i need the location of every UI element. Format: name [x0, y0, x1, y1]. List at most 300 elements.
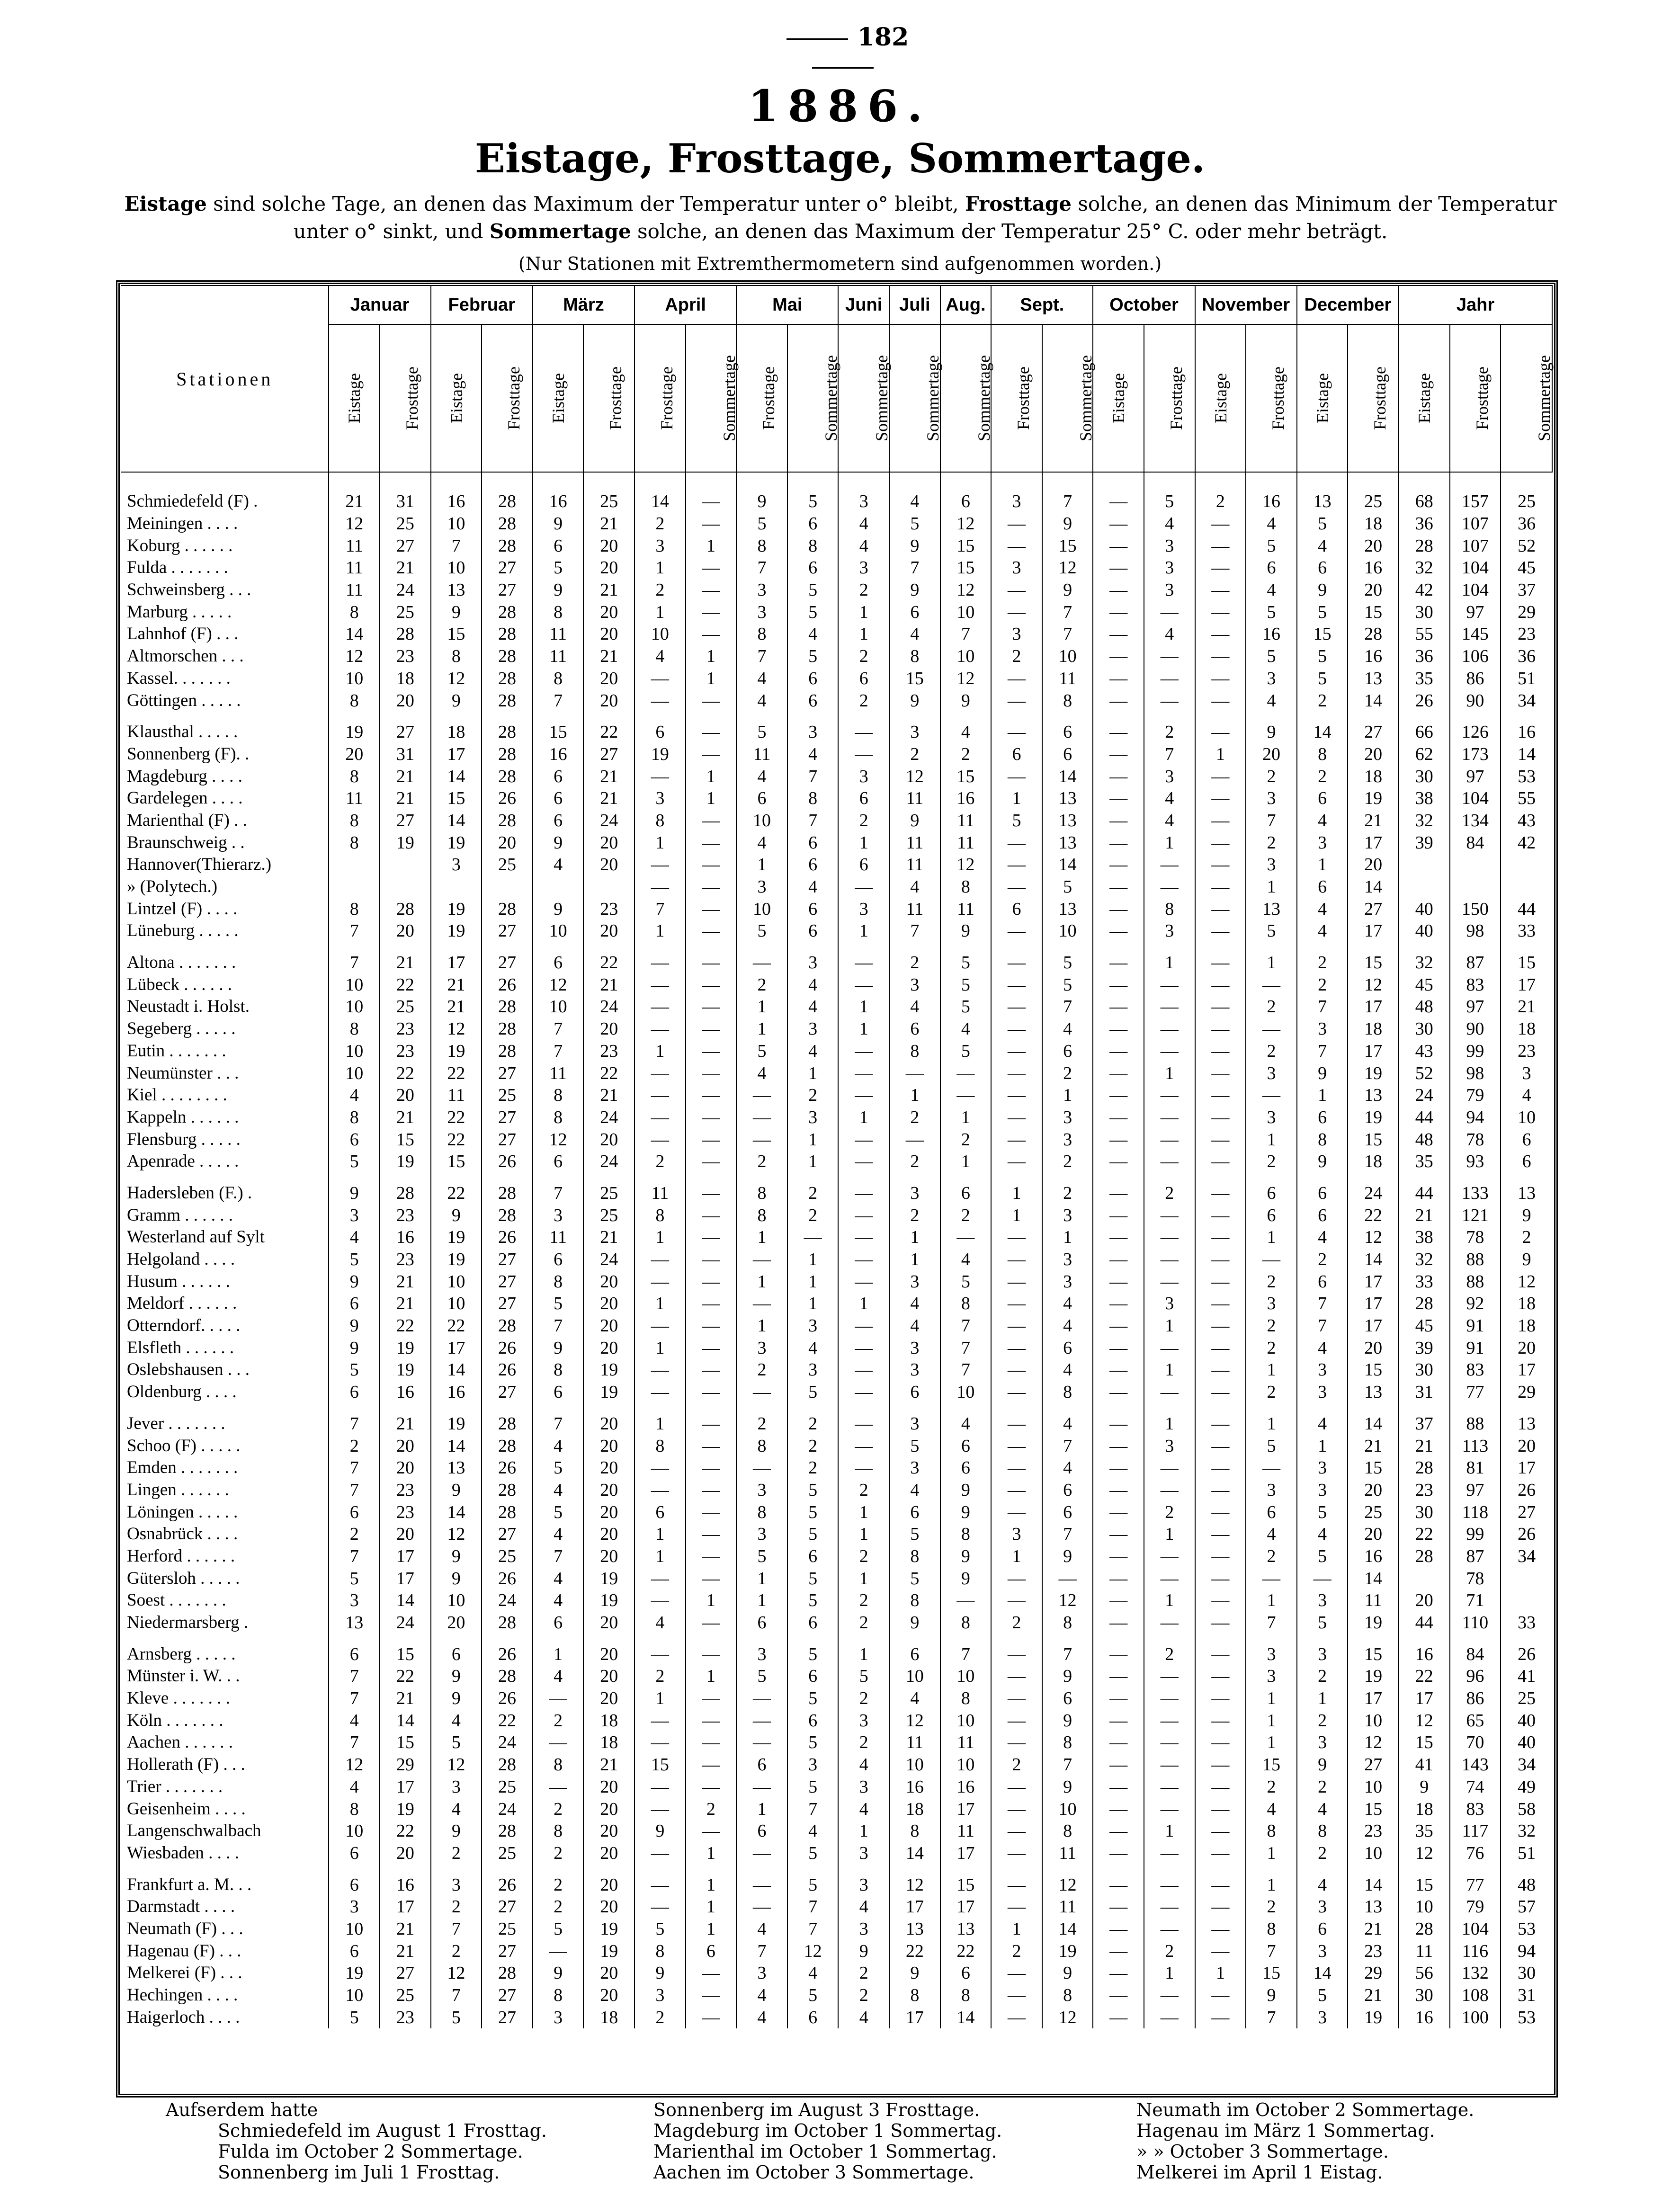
data-cell: 2: [736, 1151, 787, 1173]
data-cell: 2: [1246, 1040, 1297, 1062]
data-cell: 16: [1348, 1545, 1399, 1568]
station-name: Neumath (F) . . .: [127, 1919, 243, 1938]
data-cell: 8: [889, 645, 940, 668]
data-cell: 4: [634, 1612, 686, 1634]
data-cell: —: [686, 831, 737, 854]
data-cell: 6: [533, 765, 584, 787]
data-cell: —: [1144, 1107, 1195, 1129]
data-cell: —: [1195, 1107, 1246, 1129]
data-cell: 83: [1450, 1798, 1501, 1820]
table-row: [121, 689, 1552, 712]
data-cell: 18: [583, 2006, 634, 2028]
data-cell: 5: [1042, 942, 1093, 974]
data-cell: 1: [634, 1687, 686, 1710]
data-cell: 1: [889, 1249, 940, 1271]
data-cell: 20: [1348, 1337, 1399, 1359]
data-cell: 1: [787, 1249, 839, 1271]
data-cell: —: [1144, 1687, 1195, 1710]
data-cell: —: [991, 1315, 1042, 1337]
data-cell: —: [686, 1984, 737, 2007]
data-cell: 9: [329, 1173, 380, 1205]
data-cell: 3: [736, 1634, 787, 1665]
data-cell: 22: [1348, 1204, 1399, 1226]
data-cell: 3: [329, 1204, 380, 1226]
data-cell: 28: [1399, 1293, 1450, 1315]
data-cell: 24: [583, 810, 634, 832]
data-cell: 23: [583, 898, 634, 920]
month-header: December: [1297, 286, 1399, 324]
data-cell: 15: [1348, 942, 1399, 974]
data-cell: 3: [1246, 668, 1297, 690]
month-header: Jahr: [1399, 286, 1552, 324]
data-cell: 22: [889, 1940, 940, 1962]
table-row: [121, 1040, 1552, 1062]
data-cell: 10: [431, 1270, 482, 1293]
data-cell: 8: [329, 765, 380, 787]
column-subheader: [482, 324, 533, 472]
data-cell: 5: [1042, 876, 1093, 898]
data-cell: 4: [838, 2006, 889, 2028]
month-header: Juni: [838, 286, 889, 324]
data-cell: 14: [329, 623, 380, 645]
data-cell: 11: [940, 831, 992, 854]
data-cell: 6: [1246, 1204, 1297, 1226]
data-cell: —: [991, 1501, 1042, 1523]
data-cell: 4: [1501, 1084, 1552, 1107]
station-name: Frankfurt a. M. . .: [127, 1875, 252, 1894]
data-cell: 28: [482, 645, 533, 668]
column-subheader-label: Sommertage: [923, 355, 942, 441]
data-cell: 6: [329, 1634, 380, 1665]
data-cell: —: [991, 1589, 1042, 1612]
data-cell: 40: [1399, 920, 1450, 942]
station-name: Gütersloh . . . . .: [127, 1568, 240, 1588]
data-cell: 2: [889, 1107, 940, 1129]
data-cell: 23: [1348, 1820, 1399, 1842]
data-cell: 3: [991, 557, 1042, 579]
data-cell: 12: [1042, 1864, 1093, 1896]
data-cell: 28: [482, 623, 533, 645]
data-cell: 7: [787, 810, 839, 832]
data-cell: 5: [1297, 668, 1348, 690]
data-cell: 113: [1450, 1435, 1501, 1457]
data-cell: 8: [736, 1435, 787, 1457]
data-cell: 6: [533, 1151, 584, 1173]
data-cell: 2: [329, 1523, 380, 1545]
data-cell: 11: [940, 810, 992, 832]
data-cell: 10: [1348, 1842, 1399, 1865]
data-cell: 22: [431, 1315, 482, 1337]
data-cell: 22: [380, 1665, 431, 1687]
data-cell: 2: [838, 1962, 889, 1984]
data-cell: —: [634, 1128, 686, 1151]
data-cell: 23: [583, 1040, 634, 1062]
data-cell: [380, 876, 431, 898]
data-cell: 49: [1501, 1776, 1552, 1798]
data-cell: —: [736, 1896, 787, 1918]
data-cell: 22: [940, 1940, 992, 1962]
data-cell: 26: [482, 787, 533, 810]
data-cell: —: [533, 1732, 584, 1754]
data-cell: 4: [838, 1754, 889, 1776]
data-cell: 17: [889, 1896, 940, 1918]
data-cell: 6: [736, 1754, 787, 1776]
data-cell: 21: [329, 472, 380, 513]
data-cell: —: [1144, 1665, 1195, 1687]
column-subheader-label: Frosttage: [657, 366, 677, 430]
data-cell: 31: [380, 472, 431, 513]
data-cell: 1: [838, 1567, 889, 1589]
data-cell: 27: [1501, 1501, 1552, 1523]
data-cell: 25: [583, 472, 634, 513]
data-cell: 90: [1450, 689, 1501, 712]
data-cell: 34: [1501, 1754, 1552, 1776]
data-cell: 20: [583, 1612, 634, 1634]
station-name: Darmstadt . . . .: [127, 1897, 235, 1917]
column-subheader: [838, 324, 892, 472]
data-cell: —: [838, 876, 889, 898]
data-cell: 4: [889, 876, 940, 898]
data-cell: 4: [940, 712, 992, 743]
data-cell: 84: [1450, 831, 1501, 854]
data-cell: 3: [1297, 1940, 1348, 1962]
footnote-line: Melkerei im April 1 Eistag.: [1136, 2162, 1383, 2183]
data-cell: 4: [533, 1589, 584, 1612]
data-cell: —: [1093, 787, 1144, 810]
data-cell: 8: [329, 898, 380, 920]
data-cell: 1: [838, 920, 889, 942]
data-cell: 8: [533, 1359, 584, 1381]
data-cell: 26: [482, 1457, 533, 1479]
data-cell: 36: [1399, 513, 1450, 535]
table-row: [121, 831, 1552, 854]
data-cell: 2: [1144, 1634, 1195, 1665]
month-header: Februar: [431, 286, 533, 324]
data-cell: 8: [736, 1173, 787, 1205]
data-cell: —: [991, 689, 1042, 712]
data-cell: 26: [482, 973, 533, 996]
data-cell: —: [686, 1687, 737, 1710]
data-cell: —: [634, 1062, 686, 1084]
data-cell: —: [991, 1128, 1042, 1151]
data-cell: 4: [736, 668, 787, 690]
data-cell: 3: [736, 1479, 787, 1501]
data-cell: 25: [1501, 1687, 1552, 1710]
data-cell: 6: [1042, 1479, 1093, 1501]
data-cell: —: [1144, 1567, 1195, 1589]
data-cell: 3: [991, 623, 1042, 645]
data-cell: 3: [838, 898, 889, 920]
month-header: November: [1195, 286, 1297, 324]
month-header: Aug.: [940, 286, 992, 324]
data-cell: 8: [329, 1107, 380, 1129]
data-cell: —: [686, 689, 737, 712]
data-cell: 21: [583, 1226, 634, 1249]
intro-text-3: solche, an denen das Maximum der Temperatur 25° C. oder mehr beträgt.: [631, 220, 1388, 243]
data-cell: 2: [838, 689, 889, 712]
data-cell: 97: [1450, 765, 1501, 787]
data-cell: —: [1093, 1435, 1144, 1457]
data-cell: 10: [329, 973, 380, 996]
year-heading: 1886.: [748, 80, 932, 132]
data-cell: 17: [431, 743, 482, 766]
data-cell: 2: [889, 743, 940, 766]
data-cell: 3: [1042, 1249, 1093, 1271]
data-cell: 3: [1297, 1359, 1348, 1381]
data-cell: 7: [736, 645, 787, 668]
data-cell: 2: [838, 1732, 889, 1754]
data-cell: —: [1093, 1315, 1144, 1337]
data-cell: —: [686, 920, 737, 942]
data-cell: 20: [583, 1798, 634, 1820]
data-cell: 84: [1450, 1634, 1501, 1665]
data-cell: 6: [787, 689, 839, 712]
data-cell: —: [1195, 513, 1246, 535]
data-cell: 22: [1399, 1523, 1450, 1545]
data-cell: 3: [431, 1776, 482, 1798]
data-cell: 3: [1246, 787, 1297, 810]
data-cell: —: [1144, 601, 1195, 623]
intro-paragraph: [118, 190, 1563, 245]
data-cell: 6: [533, 810, 584, 832]
data-cell: —: [1195, 765, 1246, 787]
footnote-line: Neumath im October 2 Sommertage.: [1136, 2099, 1474, 2120]
data-cell: 40: [1501, 1709, 1552, 1732]
data-cell: 3: [1246, 1665, 1297, 1687]
data-cell: 5: [329, 1359, 380, 1381]
data-cell: 21: [1399, 1435, 1450, 1457]
data-cell: 28: [482, 1315, 533, 1337]
data-cell: 13: [431, 579, 482, 601]
data-cell: 10: [329, 1820, 380, 1842]
data-cell: 3: [889, 973, 940, 996]
data-cell: —: [634, 689, 686, 712]
month-header: April: [634, 286, 736, 324]
data-cell: [1501, 854, 1552, 876]
data-cell: 14: [380, 1709, 431, 1732]
data-cell: —: [533, 1940, 584, 1962]
data-cell: 6: [1297, 876, 1348, 898]
column-subheader-label: Frosttage: [606, 366, 626, 430]
data-cell: 7: [533, 1040, 584, 1062]
data-cell: 53: [1501, 2006, 1552, 2028]
footnote-line: Fulda im October 2 Sommertage.: [218, 2141, 523, 2162]
data-cell: 27: [482, 1293, 533, 1315]
footnote-line: Sonnenberg im Juli 1 Frosttag.: [218, 2162, 500, 2183]
data-cell: 1: [991, 787, 1042, 810]
data-cell: 2: [1144, 1173, 1195, 1205]
data-cell: 13: [329, 1612, 380, 1634]
data-cell: 2: [736, 1359, 787, 1381]
data-cell: —: [1144, 1918, 1195, 1940]
station-name: Schmiedefeld (F) .: [127, 491, 258, 511]
data-cell: 21: [380, 942, 431, 974]
data-cell: 83: [1450, 973, 1501, 996]
data-cell: —: [1093, 472, 1144, 513]
data-cell: 5: [1297, 1545, 1348, 1568]
station-name: Husum . . . . . .: [127, 1271, 230, 1291]
data-cell: 21: [380, 1403, 431, 1435]
data-cell: —: [1093, 1040, 1144, 1062]
data-cell: 27: [482, 1107, 533, 1129]
data-cell: 3: [838, 1918, 889, 1940]
data-cell: —: [1093, 1018, 1144, 1040]
data-cell: 7: [787, 1896, 839, 1918]
data-cell: 4: [787, 1337, 839, 1359]
data-cell: 15: [1348, 1457, 1399, 1479]
data-cell: 4: [889, 623, 940, 645]
data-cell: —: [1144, 2006, 1195, 2028]
data-cell: 20: [583, 1403, 634, 1435]
data-cell: 3: [1297, 1479, 1348, 1501]
data-cell: 143: [1450, 1754, 1501, 1776]
data-cell: —: [940, 1589, 992, 1612]
data-cell: 1: [686, 765, 737, 787]
intro-term-frosttage: Frosttage: [965, 192, 1072, 215]
data-cell: —: [533, 1687, 584, 1710]
data-cell: 3: [838, 472, 889, 513]
data-cell: 25: [482, 1545, 533, 1568]
data-cell: 26: [482, 1634, 533, 1665]
data-cell: 20: [482, 831, 533, 854]
data-cell: 35: [1399, 1151, 1450, 1173]
data-cell: 10: [329, 1918, 380, 1940]
data-cell: 1: [1195, 1962, 1246, 1984]
data-cell: —: [533, 1776, 584, 1798]
data-cell: —: [1195, 1545, 1246, 1568]
data-cell: —: [1144, 854, 1195, 876]
data-cell: 14: [634, 472, 686, 513]
station-name: Lüneburg . . . . .: [127, 921, 239, 941]
data-cell: 19: [583, 1589, 634, 1612]
station-name: Neumünster . . .: [127, 1063, 239, 1083]
data-cell: 90: [1450, 1018, 1501, 1040]
data-cell: 24: [583, 1249, 634, 1271]
data-cell: 6: [533, 535, 584, 557]
data-cell: 7: [1042, 996, 1093, 1018]
data-cell: 3: [838, 1842, 889, 1865]
data-cell: 20: [583, 623, 634, 645]
data-cell: 1: [736, 1270, 787, 1293]
data-cell: 77: [1450, 1864, 1501, 1896]
data-cell: —: [889, 1128, 940, 1151]
data-cell: 12: [889, 1709, 940, 1732]
data-cell: 24: [482, 1732, 533, 1754]
data-cell: 1: [1144, 942, 1195, 974]
data-cell: 5: [787, 1864, 839, 1896]
data-cell: 19: [380, 831, 431, 854]
data-cell: 14: [431, 765, 482, 787]
data-cell: 10: [1042, 645, 1093, 668]
data-cell: 7: [940, 1337, 992, 1359]
data-cell: 31: [1501, 1984, 1552, 2007]
data-cell: —: [1195, 876, 1246, 898]
data-cell: 7: [431, 1918, 482, 1940]
data-cell: —: [686, 1962, 737, 1984]
data-cell: 16: [380, 1864, 431, 1896]
data-cell: —: [838, 1173, 889, 1205]
data-cell: —: [634, 1842, 686, 1865]
data-cell: —: [991, 513, 1042, 535]
data-cell: 91: [1450, 1315, 1501, 1337]
data-cell: 2: [1297, 1709, 1348, 1732]
data-cell: —: [1093, 942, 1144, 974]
data-cell: 13: [431, 1457, 482, 1479]
data-cell: [1399, 854, 1450, 876]
data-cell: —: [1195, 787, 1246, 810]
data-cell: —: [838, 1128, 889, 1151]
month-header: Januar: [329, 286, 430, 324]
data-cell: —: [1195, 1501, 1246, 1523]
data-cell: 14: [1297, 1962, 1348, 1984]
data-cell: 7: [787, 1918, 839, 1940]
data-cell: 40: [1501, 1732, 1552, 1754]
data-cell: 1: [1246, 1842, 1297, 1865]
column-subheader-label: Frosttage: [759, 366, 778, 430]
data-cell: 7: [1246, 810, 1297, 832]
data-cell: —: [634, 854, 686, 876]
data-cell: 15: [1246, 1962, 1297, 1984]
data-cell: —: [1195, 1984, 1246, 2007]
data-cell: 27: [482, 1249, 533, 1271]
data-cell: —: [686, 623, 737, 645]
data-cell: 7: [533, 1173, 584, 1205]
data-cell: 6: [787, 1612, 839, 1634]
data-cell: —: [1093, 765, 1144, 787]
table-row: [121, 1896, 1552, 1918]
table-row: [121, 810, 1552, 832]
data-cell: —: [889, 1062, 940, 1084]
data-cell: 15: [1348, 1128, 1399, 1151]
table-row: [121, 1962, 1552, 1984]
data-cell: 134: [1450, 810, 1501, 832]
table-row: [121, 1315, 1552, 1337]
data-cell: 1: [838, 831, 889, 854]
data-cell: 21: [583, 579, 634, 601]
data-cell: 3: [787, 712, 839, 743]
station-name: Eutin . . . . . . .: [127, 1041, 226, 1061]
data-cell: 7: [533, 1018, 584, 1040]
data-cell: 8: [787, 787, 839, 810]
data-cell: 1: [686, 1665, 737, 1687]
table-row: [121, 1107, 1552, 1129]
data-cell: 10: [329, 668, 380, 690]
data-cell: 3: [634, 1984, 686, 2007]
data-cell: 3: [889, 1457, 940, 1479]
data-cell: 1: [838, 1018, 889, 1040]
data-cell: 3: [329, 1896, 380, 1918]
station-name: Wiesbaden . . . .: [127, 1843, 239, 1863]
data-cell: 5: [1042, 973, 1093, 996]
station-name: Helgoland . . . .: [127, 1250, 235, 1269]
data-cell: 6: [1246, 1501, 1297, 1523]
data-cell: 1: [1195, 743, 1246, 766]
data-cell: 10: [1399, 1896, 1450, 1918]
data-cell: 40: [1399, 898, 1450, 920]
data-cell: —: [1144, 1128, 1195, 1151]
data-cell: —: [1093, 579, 1144, 601]
data-cell: —: [991, 1567, 1042, 1589]
data-cell: 16: [380, 1226, 431, 1249]
data-cell: 8: [533, 1754, 584, 1776]
data-cell: 2: [1195, 472, 1246, 513]
data-cell: —: [686, 1457, 737, 1479]
data-cell: 21: [380, 1918, 431, 1940]
column-subheader-label: Eistage: [345, 373, 364, 423]
data-cell: 21: [1348, 1435, 1399, 1457]
data-cell: 1: [1297, 1435, 1348, 1457]
data-cell: 3: [991, 1523, 1042, 1545]
